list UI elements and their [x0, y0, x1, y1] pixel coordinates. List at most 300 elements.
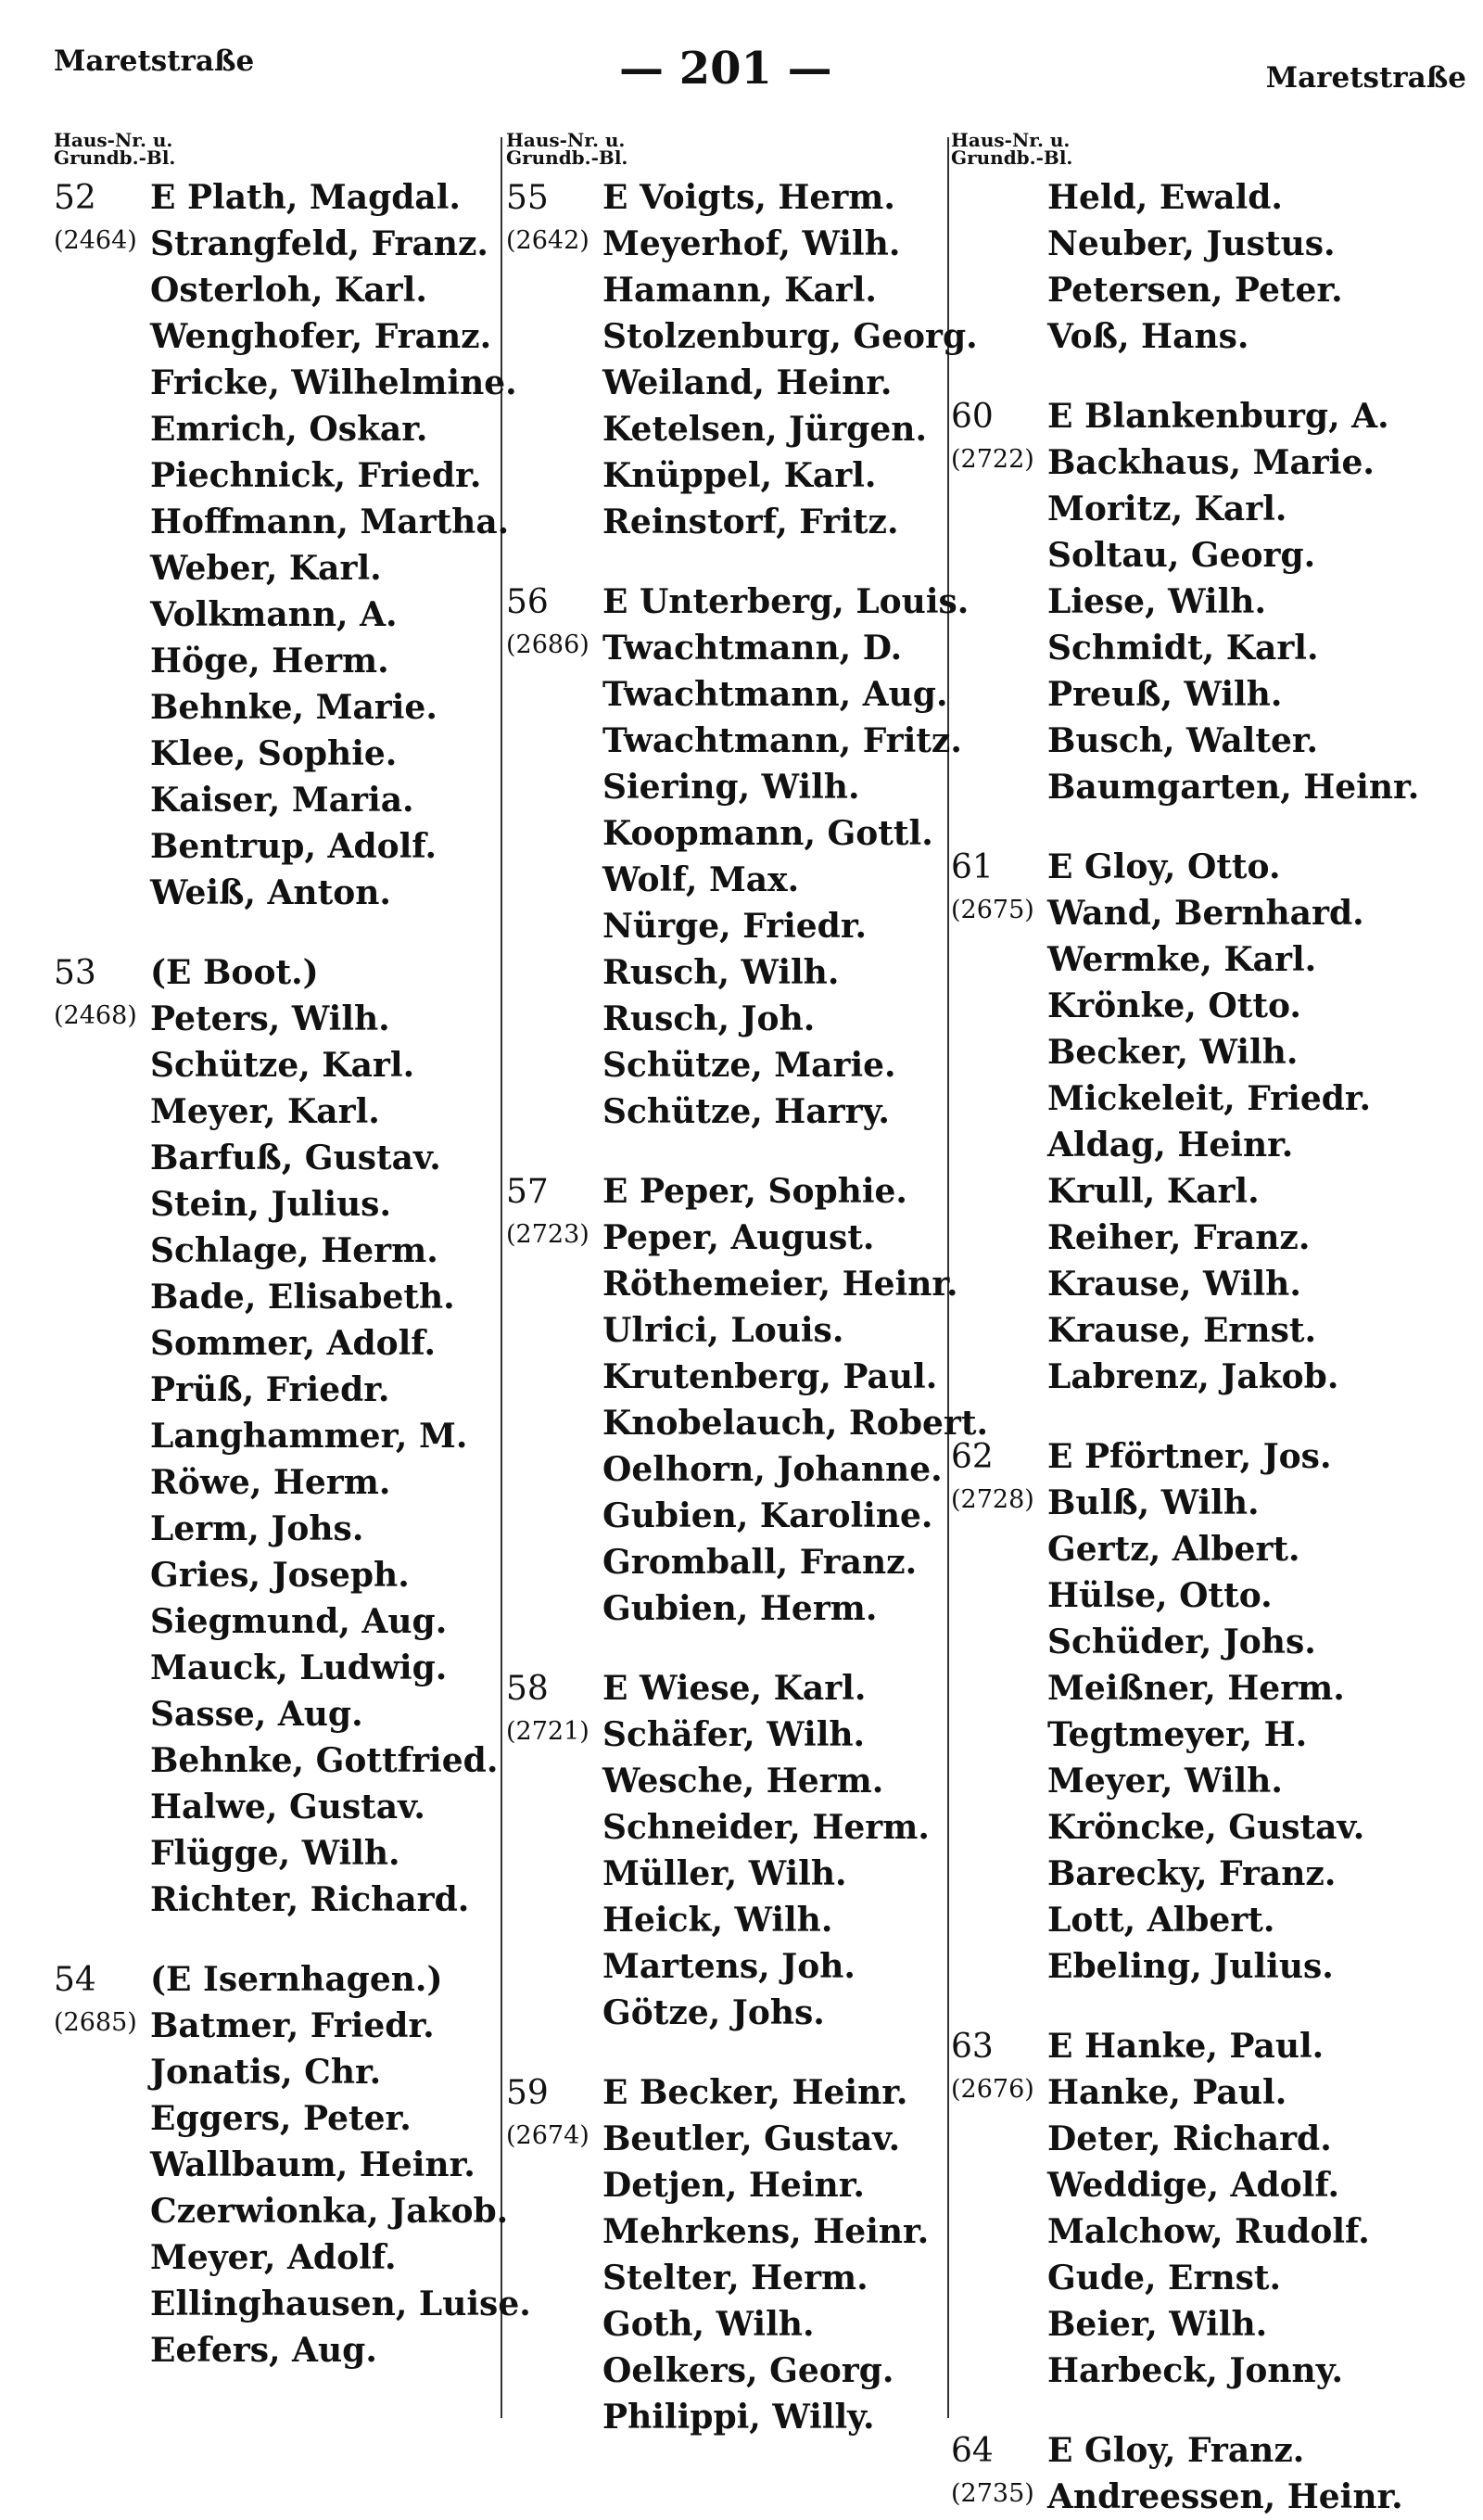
- resident-entry: [54, 267, 497, 313]
- resident-name: Behnke, Marie.: [150, 688, 437, 727]
- house-number: 62: [951, 1438, 994, 1476]
- resident-name: Weiß, Anton.: [150, 873, 391, 912]
- resident-name: Richter, Richard.: [150, 1880, 470, 1919]
- resident-entry: [54, 996, 497, 1042]
- resident-entry: [951, 890, 1470, 936]
- resident-entry: [951, 1354, 1470, 1400]
- resident-name: Andreessen, Heinr.: [1047, 2477, 1403, 2516]
- column-heading-line-2: Grundb.-Bl.: [506, 146, 628, 169]
- resident-name: Schüder, Johs.: [1047, 1623, 1316, 1661]
- resident-name: Reiher, Franz.: [1047, 1218, 1311, 1257]
- resident-entry: [951, 1075, 1470, 1122]
- land-register-number: (2735): [951, 2479, 1034, 2508]
- resident-name: Wolf, Max.: [602, 860, 800, 899]
- resident-name: Meyerhof, Wilh.: [602, 224, 901, 263]
- house-number: 53: [54, 954, 96, 992]
- resident-name: Oelhorn, Johanne.: [602, 1450, 943, 1489]
- resident-entry: [506, 313, 978, 360]
- land-register-number: (2468): [54, 1001, 137, 1030]
- resident-name: Wenghofer, Franz.: [150, 317, 492, 356]
- resident-entry: [54, 1367, 497, 1413]
- resident-name: Siegmund, Aug.: [150, 1602, 448, 1641]
- resident-entry: [54, 1691, 497, 1737]
- resident-entry: [506, 996, 955, 1042]
- resident-entry: [951, 1029, 1470, 1075]
- resident-entry: [54, 684, 497, 731]
- resident-entry: [54, 1042, 497, 1088]
- resident-entry: [506, 1758, 955, 1804]
- house-number: 60: [951, 398, 994, 436]
- resident-name: Twachtmann, Aug.: [602, 675, 948, 714]
- resident-name: Rusch, Joh.: [602, 999, 816, 1038]
- resident-entry: [506, 764, 955, 810]
- resident-entry: [506, 1943, 955, 1990]
- resident-entry: [54, 174, 497, 221]
- group-gap: [951, 1400, 1470, 1433]
- group-gap: [506, 545, 955, 579]
- resident-name: Jonatis, Chr.: [150, 2053, 382, 2092]
- column-divider: [501, 137, 502, 2418]
- resident-name: Gromball, Franz.: [602, 1543, 918, 1582]
- resident-entry: [506, 718, 962, 764]
- resident-name: Tegtmeyer, H.: [1047, 1715, 1308, 1754]
- resident-name: Schneider, Herm.: [602, 1808, 930, 1847]
- resident-entry: [951, 718, 1470, 764]
- resident-name: Heick, Wilh.: [602, 1901, 833, 1940]
- resident-entry: [951, 1122, 1470, 1168]
- resident-entry: [54, 1228, 497, 1274]
- resident-name: Soltau, Georg.: [1047, 536, 1316, 575]
- resident-entry: [951, 1851, 1470, 1897]
- column-heading-line-2: Grundb.-Bl.: [54, 146, 176, 169]
- resident-name: Wesche, Herm.: [602, 1762, 884, 1801]
- resident-name: Twachtmann, D.: [602, 629, 903, 668]
- resident-name: Twachtmann, Fritz.: [602, 721, 962, 760]
- resident-entry: [54, 221, 497, 267]
- land-register-number: (2464): [54, 226, 137, 255]
- column-heading-line-1: Haus-Nr. u.: [506, 129, 626, 151]
- resident-name: Schäfer, Wilh.: [602, 1715, 866, 1754]
- group-gap: [951, 810, 1470, 844]
- resident-name: Osterloh, Karl.: [150, 271, 427, 310]
- resident-entry: [54, 2234, 497, 2281]
- resident-name: Schütze, Harry.: [602, 1092, 890, 1131]
- resident-name: Kröncke, Gustav.: [1047, 1808, 1365, 1847]
- resident-entry: [506, 2069, 955, 2116]
- resident-name: Deter, Richard.: [1047, 2119, 1332, 2158]
- resident-name: Preuß, Wilh.: [1047, 675, 1283, 714]
- resident-entry: [506, 903, 955, 949]
- resident-name: Harbeck, Jonny.: [1047, 2351, 1344, 2390]
- resident-name: Oelkers, Georg.: [602, 2351, 894, 2390]
- group-gap: [54, 1923, 497, 1956]
- resident-entry: [506, 2162, 955, 2208]
- resident-name: E Voigts, Herm.: [602, 178, 895, 217]
- resident-name: Hoffmann, Martha.: [150, 503, 510, 541]
- resident-name: Schmidt, Karl.: [1047, 629, 1319, 668]
- resident-entry: [951, 579, 1470, 625]
- resident-entry: [951, 1943, 1470, 1990]
- resident-name: E Gloy, Otto.: [1047, 847, 1281, 886]
- resident-name: E Pförtner, Jos.: [1047, 1437, 1332, 1476]
- resident-name: Stein, Julius.: [150, 1185, 391, 1224]
- house-group: [54, 174, 517, 916]
- resident-entry: [506, 1354, 955, 1400]
- resident-name: Mehrkens, Heinr.: [602, 2212, 930, 2251]
- house-group: [54, 916, 497, 1923]
- resident-name: Aldag, Heinr.: [1047, 1126, 1294, 1165]
- resident-name: Langhammer, M.: [150, 1417, 468, 1456]
- resident-entry: [506, 579, 970, 625]
- resident-name: Lerm, Johs.: [150, 1509, 364, 1548]
- resident-name: E Gloy, Franz.: [1047, 2431, 1305, 2470]
- house-number: 55: [506, 179, 549, 217]
- resident-name: Gries, Joseph.: [150, 1556, 410, 1595]
- resident-entry: [951, 1480, 1470, 1526]
- resident-name: Ketelsen, Jürgen.: [602, 410, 927, 449]
- resident-entry: [506, 1261, 958, 1307]
- resident-name: Czerwionka, Jakob.: [150, 2192, 509, 2231]
- resident-entry: [951, 764, 1470, 810]
- house-group: [951, 810, 1470, 1400]
- resident-name: Moritz, Karl.: [1047, 490, 1287, 528]
- resident-name: Schütze, Karl.: [150, 1046, 415, 1085]
- resident-entry: [54, 1877, 497, 1923]
- resident-entry: [54, 1413, 497, 1459]
- house-number: 57: [506, 1173, 549, 1211]
- resident-entry: [506, 1585, 955, 1632]
- resident-name: Hülse, Otto.: [1047, 1576, 1273, 1615]
- resident-name: Meyer, Adolf.: [150, 2238, 397, 2277]
- resident-name: Höge, Herm.: [150, 642, 389, 681]
- land-register-number: (2642): [506, 226, 589, 255]
- resident-name: Prüß, Friedr.: [150, 1370, 390, 1409]
- resident-name: Schütze, Marie.: [602, 1046, 896, 1085]
- resident-entry: [506, 1446, 955, 1493]
- resident-entry: [54, 360, 517, 406]
- resident-name: Weddige, Adolf.: [1047, 2166, 1340, 2205]
- house-group: [951, 2394, 1470, 2520]
- resident-name: Busch, Walter.: [1047, 721, 1319, 760]
- resident-entry: [506, 1851, 955, 1897]
- resident-entry: [506, 1215, 955, 1261]
- resident-name: Detjen, Heinr.: [602, 2166, 865, 2205]
- resident-name: Barfuß, Gustav.: [150, 1139, 441, 1177]
- resident-entry: [951, 2162, 1470, 2208]
- resident-entry: [506, 1168, 955, 1215]
- resident-name: Mauck, Ludwig.: [150, 1648, 448, 1687]
- resident-entry: [506, 2348, 955, 2394]
- resident-name: (E Boot.): [150, 953, 319, 992]
- resident-entry: [506, 857, 955, 903]
- resident-entry: [951, 1168, 1470, 1215]
- resident-entry: [54, 2003, 497, 2049]
- resident-name: Beutler, Gustav.: [602, 2119, 901, 2158]
- resident-name: Held, Ewald.: [1047, 178, 1283, 217]
- resident-entry: [506, 267, 955, 313]
- resident-name: Baumgarten, Heinr.: [1047, 768, 1420, 807]
- resident-entry: [951, 439, 1470, 486]
- resident-entry: [506, 2116, 955, 2162]
- house-number: 64: [951, 2432, 994, 2470]
- resident-entry: [506, 2301, 955, 2348]
- resident-entry: [506, 406, 955, 452]
- resident-name: E Plath, Magdal.: [150, 178, 461, 217]
- page-number: — 201 —: [619, 43, 832, 95]
- resident-name: Behnke, Gottfried.: [150, 1741, 499, 1780]
- resident-name: Batmer, Friedr.: [150, 2006, 435, 2045]
- resident-entry: [506, 810, 955, 857]
- column-3: [951, 129, 1470, 2520]
- resident-entry: [54, 2188, 509, 2234]
- resident-entry: [951, 1526, 1470, 1572]
- resident-name: Weiland, Heinr.: [602, 363, 893, 402]
- resident-entry: [54, 777, 497, 823]
- house-number: 59: [506, 2074, 549, 2112]
- resident-name: Sommer, Adolf.: [150, 1324, 437, 1363]
- group-gap: [506, 2036, 955, 2069]
- group-gap: [951, 2394, 1470, 2427]
- house-number: 63: [951, 2028, 994, 2066]
- resident-name: Barecky, Franz.: [1047, 1854, 1337, 1893]
- resident-name: Goth, Wilh.: [602, 2305, 815, 2344]
- resident-entry: [54, 731, 497, 777]
- resident-name: Röthemeier, Heinr.: [602, 1265, 958, 1304]
- resident-name: Siering, Wilh.: [602, 768, 860, 807]
- resident-name: Hamann, Karl.: [602, 271, 877, 310]
- land-register-number: (2685): [54, 2008, 137, 2037]
- resident-name: Meißner, Herm.: [1047, 1669, 1345, 1708]
- resident-entry: [506, 1897, 955, 1943]
- resident-name: Gubien, Herm.: [602, 1589, 878, 1628]
- resident-entry: [951, 174, 1470, 221]
- resident-entry: [54, 2281, 531, 2327]
- resident-name: Ebeling, Julius.: [1047, 1947, 1334, 1986]
- resident-entry: [951, 625, 1470, 671]
- resident-entry: [951, 1665, 1470, 1712]
- resident-name: Emrich, Oskar.: [150, 410, 428, 449]
- house-number: 54: [54, 1961, 96, 1999]
- resident-name: Becker, Wilh.: [1047, 1033, 1299, 1072]
- land-register-number: (2674): [506, 2121, 589, 2150]
- resident-entry: [54, 1956, 497, 2003]
- resident-entry: [54, 452, 497, 499]
- resident-entry: [506, 1665, 955, 1712]
- resident-name: Knobelauch, Robert.: [602, 1404, 989, 1443]
- resident-name: Bulß, Wilh.: [1047, 1483, 1260, 1522]
- resident-name: Fricke, Wilhelmine.: [150, 363, 517, 402]
- street-header-right: Maretstraße: [1265, 61, 1466, 95]
- group-gap: [506, 1632, 955, 1665]
- land-register-number: (2675): [951, 896, 1034, 924]
- land-register-number: (2728): [951, 1485, 1034, 1514]
- resident-name: Liese, Wilh.: [1047, 582, 1266, 621]
- resident-entry: [951, 1619, 1470, 1665]
- resident-name: Flügge, Wilh.: [150, 1834, 400, 1873]
- column-heading-line-2: Grundb.-Bl.: [951, 146, 1073, 169]
- group-gap: [951, 1990, 1470, 2023]
- group-gap: [54, 916, 497, 949]
- resident-name: Peters, Wilh.: [150, 999, 390, 1038]
- resident-name: E Becker, Heinr.: [602, 2073, 908, 2112]
- resident-entry: [506, 625, 955, 671]
- resident-entry: [54, 1552, 497, 1598]
- resident-entry: [54, 870, 497, 916]
- resident-entry: [951, 393, 1470, 439]
- resident-entry: [506, 1804, 955, 1851]
- resident-entry: [951, 936, 1470, 983]
- resident-name: Gubien, Karoline.: [602, 1496, 933, 1535]
- resident-name: Schlage, Herm.: [150, 1231, 438, 1270]
- resident-name: Voß, Hans.: [1047, 317, 1249, 356]
- resident-name: (E Isernhagen.): [150, 1960, 443, 1999]
- resident-name: Wand, Bernhard.: [1047, 894, 1364, 933]
- resident-entry: [54, 1320, 497, 1367]
- resident-entry: [506, 2208, 955, 2255]
- resident-entry: [951, 1758, 1470, 1804]
- house-number: 61: [951, 848, 994, 886]
- resident-entry: [54, 1181, 497, 1228]
- resident-entry: [506, 499, 955, 545]
- house-group: [506, 2036, 955, 2440]
- resident-name: Krutenberg, Paul.: [602, 1357, 938, 1396]
- resident-name: Gude, Ernst.: [1047, 2259, 1282, 2297]
- resident-name: Bade, Elisabeth.: [150, 1278, 455, 1317]
- resident-entry: [951, 2208, 1470, 2255]
- resident-name: E Unterberg, Louis.: [602, 582, 970, 621]
- resident-entry: [506, 1088, 955, 1135]
- resident-entry: [506, 452, 955, 499]
- resident-name: Knüppel, Karl.: [602, 456, 877, 495]
- resident-entry: [951, 2023, 1470, 2069]
- resident-name: Malchow, Rudolf.: [1047, 2212, 1370, 2251]
- house-group: [951, 1990, 1470, 2394]
- resident-entry: [951, 2301, 1470, 2348]
- resident-name: Bentrup, Adolf.: [150, 827, 437, 866]
- resident-name: Stelter, Herm.: [602, 2259, 868, 2297]
- resident-entry: [506, 2394, 955, 2440]
- resident-name: Wallbaum, Heinr.: [150, 2145, 475, 2184]
- resident-name: Rusch, Wilh.: [602, 953, 840, 992]
- resident-entry: [951, 313, 1470, 360]
- house-number: 52: [54, 179, 96, 217]
- resident-name: Neuber, Justus.: [1047, 224, 1336, 263]
- resident-entry: [951, 1897, 1470, 1943]
- resident-entry: [54, 1784, 497, 1830]
- resident-entry: [54, 1274, 497, 1320]
- resident-entry: [54, 2049, 497, 2095]
- land-register-number: (2722): [951, 445, 1034, 474]
- resident-entry: [951, 1307, 1470, 1354]
- resident-name: Krause, Wilh.: [1047, 1265, 1301, 1304]
- land-register-number: (2686): [506, 630, 589, 659]
- resident-name: Philippi, Willy.: [602, 2398, 875, 2437]
- resident-name: Piechnick, Friedr.: [150, 456, 482, 495]
- resident-name: Reinstorf, Fritz.: [602, 503, 899, 541]
- resident-name: Meyer, Karl.: [150, 1092, 380, 1131]
- house-number: 58: [506, 1670, 549, 1708]
- resident-entry: [951, 2348, 1470, 2394]
- resident-name: E Blankenburg, A.: [1047, 397, 1389, 436]
- resident-entry: [951, 486, 1470, 532]
- column-heading: [54, 129, 497, 174]
- resident-entry: [54, 2095, 497, 2142]
- resident-entry: [506, 1400, 989, 1446]
- resident-name: Eefers, Aug.: [150, 2331, 377, 2370]
- resident-entry: [951, 2474, 1470, 2520]
- resident-entry: [54, 1506, 497, 1552]
- resident-name: Eggers, Peter.: [150, 2099, 412, 2138]
- resident-entry: [54, 406, 497, 452]
- resident-name: Martens, Joh.: [602, 1947, 856, 1986]
- resident-name: Kaiser, Maria.: [150, 781, 414, 820]
- resident-name: Krönke, Otto.: [1047, 986, 1301, 1025]
- resident-entry: [951, 221, 1470, 267]
- street-header-left: Maretstraße: [54, 45, 255, 78]
- resident-entry: [951, 267, 1470, 313]
- resident-name: Krause, Ernst.: [1047, 1311, 1317, 1350]
- resident-entry: [54, 545, 497, 592]
- land-register-number: (2721): [506, 1717, 589, 1746]
- resident-entry: [951, 2116, 1470, 2162]
- group-gap: [951, 360, 1470, 393]
- resident-name: Backhaus, Marie.: [1047, 443, 1375, 482]
- resident-name: Koopmann, Gottl.: [602, 814, 933, 853]
- resident-name: Lott, Albert.: [1047, 1901, 1275, 1940]
- resident-entry: [54, 823, 497, 870]
- house-group: [951, 360, 1470, 810]
- resident-entry: [54, 2142, 497, 2188]
- column-heading: [506, 129, 955, 174]
- resident-entry: [506, 1990, 955, 2036]
- resident-entry: [506, 949, 955, 996]
- resident-entry: [951, 983, 1470, 1029]
- resident-entry: [506, 1712, 955, 1758]
- resident-entry: [951, 1215, 1470, 1261]
- resident-entry: [54, 1135, 497, 1181]
- column-heading-line-1: Haus-Nr. u.: [951, 129, 1071, 151]
- resident-entry: [54, 1598, 497, 1645]
- resident-name: Mickeleit, Friedr.: [1047, 1079, 1372, 1118]
- resident-entry: [54, 1645, 497, 1691]
- resident-entry: [54, 1088, 497, 1135]
- resident-entry: [951, 2069, 1470, 2116]
- resident-name: Petersen, Peter.: [1047, 271, 1343, 310]
- resident-name: Ulrici, Louis.: [602, 1311, 844, 1350]
- resident-entry: [506, 671, 955, 718]
- resident-name: Volkmann, A.: [150, 595, 398, 634]
- resident-entry: [54, 1737, 497, 1784]
- resident-name: Röwe, Herm.: [150, 1463, 391, 1502]
- house-group: [951, 174, 1470, 360]
- resident-name: Müller, Wilh.: [602, 1854, 847, 1893]
- resident-name: Beier, Wilh.: [1047, 2305, 1268, 2344]
- resident-name: Sasse, Aug.: [150, 1695, 363, 1734]
- resident-name: Stolzenburg, Georg.: [602, 317, 978, 356]
- resident-entry: [54, 1459, 497, 1506]
- house-group: [506, 1632, 955, 2036]
- resident-entry: [506, 360, 955, 406]
- resident-entry: [951, 844, 1470, 890]
- house-number: 56: [506, 583, 549, 621]
- resident-entry: [506, 2255, 955, 2301]
- resident-entry: [506, 1539, 955, 1585]
- resident-name: E Peper, Sophie.: [602, 1172, 907, 1211]
- resident-entry: [506, 1307, 955, 1354]
- resident-name: Strangfeld, Franz.: [150, 224, 488, 263]
- resident-name: Hanke, Paul.: [1047, 2073, 1287, 2112]
- column-heading-line-1: Haus-Nr. u.: [54, 129, 173, 151]
